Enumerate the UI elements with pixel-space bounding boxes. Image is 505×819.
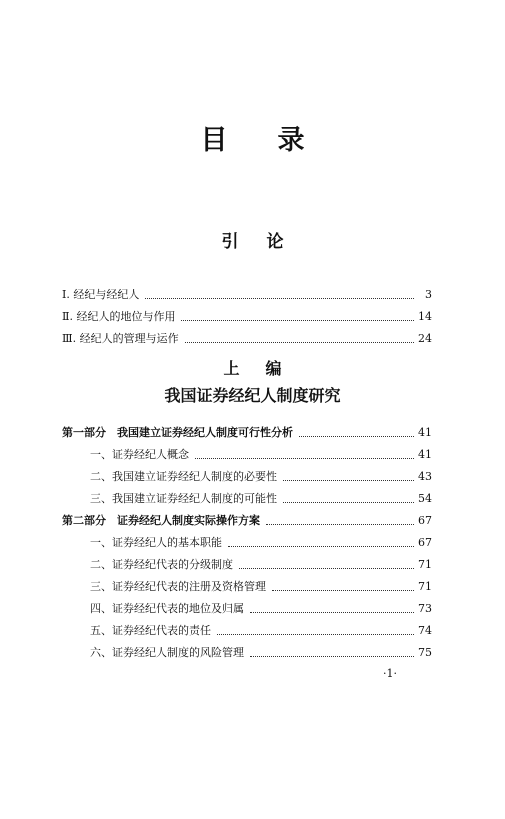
toc-entry-intro-1 xyxy=(62,284,432,302)
toc-section-label: 第二部分 证券经纪人制度实际操作方案 xyxy=(62,514,260,527)
toc-entry xyxy=(90,466,432,484)
toc-title: 目录 xyxy=(200,125,355,156)
toc-entry-page: 73 xyxy=(418,602,432,615)
toc-entry-page: 41 xyxy=(418,426,432,439)
toc-entry-page: 67 xyxy=(418,514,432,527)
page-number: ·1· xyxy=(383,667,397,680)
toc-section-2 xyxy=(62,510,432,528)
toc-entry-page: 71 xyxy=(418,580,432,593)
dot-leader xyxy=(145,297,414,299)
dot-leader xyxy=(239,567,414,569)
toc-entry-intro-2 xyxy=(62,306,432,324)
toc-entry xyxy=(90,598,432,616)
toc-section-1 xyxy=(62,422,432,440)
toc-entry-page: 67 xyxy=(418,536,432,549)
toc-entry-page: 74 xyxy=(418,624,432,637)
toc-entry-label: Ⅲ. 经纪人的管理与运作 xyxy=(62,332,179,345)
dot-leader xyxy=(266,523,414,525)
toc-section-label: 第一部分 我国建立证券经纪人制度可行性分析 xyxy=(62,426,293,439)
toc-entry-label: 一、证券经纪人的基本职能 xyxy=(90,536,222,549)
dot-leader xyxy=(299,435,414,437)
toc-entry xyxy=(90,532,432,550)
toc-entry xyxy=(90,444,432,462)
part-one-subtitle: 我国证券经纪人制度研究 xyxy=(164,386,341,405)
toc-entry-page: 75 xyxy=(418,646,432,659)
toc-entry-label: 二、证券经纪代表的分级制度 xyxy=(90,558,233,571)
toc-entry xyxy=(90,642,432,660)
dot-leader xyxy=(185,341,414,343)
dot-leader xyxy=(250,611,414,613)
toc-entry-label: 六、证券经纪人制度的风险管理 xyxy=(90,646,244,659)
dot-leader xyxy=(217,633,414,635)
toc-entry xyxy=(90,554,432,572)
dot-leader xyxy=(250,655,414,657)
part-one-heading: 上编 xyxy=(223,359,308,378)
toc-entry-label: 四、证券经纪代表的地位及归属 xyxy=(90,602,244,615)
dot-leader xyxy=(283,479,414,481)
toc-entry-intro-3 xyxy=(62,328,432,346)
toc-entry xyxy=(90,620,432,638)
toc-entry-label: Ⅱ. 经纪人的地位与作用 xyxy=(62,310,176,323)
toc-entry-page: 71 xyxy=(418,558,432,571)
toc-entry-page: 24 xyxy=(418,332,432,345)
toc-entry-page: 41 xyxy=(418,448,432,461)
dot-leader xyxy=(283,501,414,503)
toc-entry-page: 54 xyxy=(418,492,432,505)
toc-entry xyxy=(90,576,432,594)
toc-entry-page: 3 xyxy=(425,288,432,301)
toc-entry-label: 一、证券经纪人概念 xyxy=(90,448,189,461)
dot-leader xyxy=(195,457,414,459)
toc-entry-label: Ⅰ. 经纪与经纪人 xyxy=(62,288,140,301)
toc-entry xyxy=(90,488,432,506)
intro-heading: 引论 xyxy=(221,232,312,252)
toc-entry-label: 五、证券经纪代表的责任 xyxy=(90,624,211,637)
dot-leader xyxy=(181,319,414,321)
dot-leader xyxy=(228,545,414,547)
toc-entry-label: 二、我国建立证券经纪人制度的必要性 xyxy=(90,470,277,483)
toc-entry-label: 三、我国建立证券经纪人制度的可能性 xyxy=(90,492,277,505)
toc-entry-page: 14 xyxy=(418,310,432,323)
dot-leader xyxy=(272,589,414,591)
toc-entry-page: 43 xyxy=(418,470,432,483)
toc-entry-label: 三、证券经纪代表的注册及资格管理 xyxy=(90,580,266,593)
